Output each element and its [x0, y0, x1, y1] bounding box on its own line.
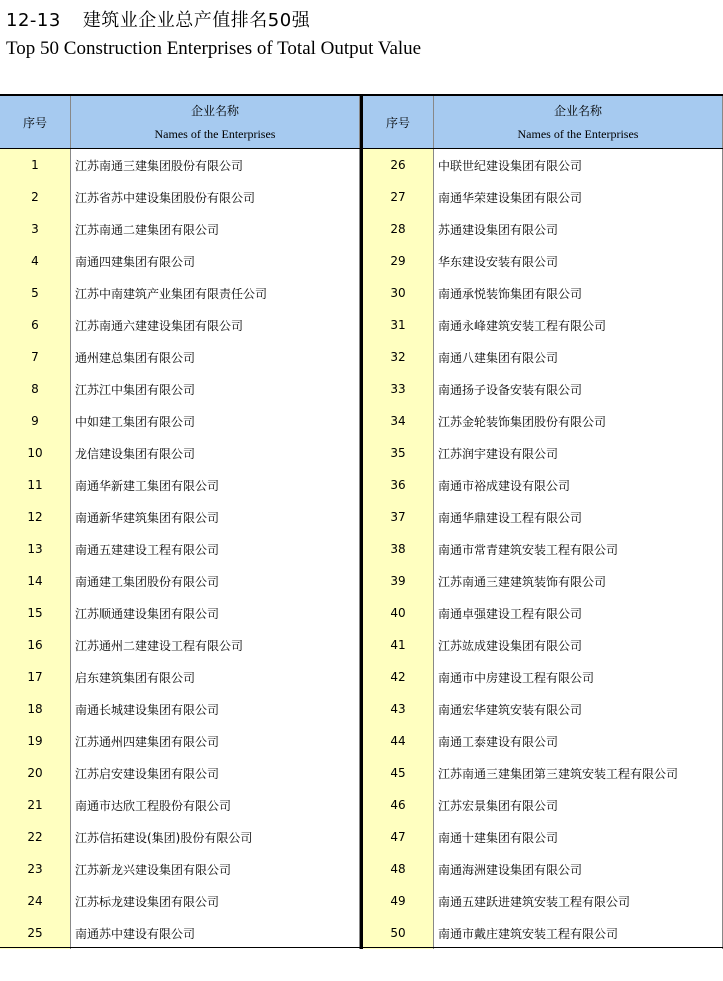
rank-number: 4 — [31, 254, 39, 268]
enterprise-name: 江苏信拓建设(集团)股份有限公司 — [75, 830, 253, 845]
enterprise-name: 江苏南通三建集团股份有限公司 — [75, 158, 244, 173]
rank-number: 48 — [390, 862, 406, 876]
rank-number: 47 — [390, 830, 406, 844]
enterprise-name: 南通市裕成建设有限公司 — [438, 478, 571, 493]
rank-number: 13 — [27, 542, 43, 556]
table-number: 12-13 — [6, 10, 61, 31]
rank-number: 38 — [390, 542, 406, 556]
enterprise-name: 江苏南通二建集团有限公司 — [75, 222, 220, 237]
rank-number: 40 — [390, 606, 406, 620]
enterprise-name: 南通十建集团有限公司 — [438, 830, 559, 845]
rank-number: 22 — [27, 830, 43, 844]
enterprise-name: 江苏标龙建设集团有限公司 — [75, 894, 220, 909]
page-title-english: Top 50 Construction Enterprises of Total Output Value — [6, 38, 422, 59]
rank-number: 35 — [390, 446, 406, 460]
enterprise-name: 江苏通州二建建设工程有限公司 — [75, 638, 244, 653]
rank-number: 17 — [27, 670, 43, 684]
enterprise-name: 南通建工集团股份有限公司 — [75, 574, 220, 589]
enterprise-name: 江苏宏景集团有限公司 — [438, 798, 559, 813]
rank-number: 39 — [390, 574, 406, 588]
enterprise-name: 江苏新龙兴建设集团有限公司 — [75, 862, 232, 877]
header-name-left — [71, 96, 360, 148]
rank-number: 12 — [27, 510, 43, 524]
rank-number: 1 — [31, 158, 39, 172]
title-chinese-text: 建筑业企业总产值排名50强 — [82, 10, 311, 31]
left-rank-column — [0, 149, 71, 949]
enterprise-name: 南通华新建工集团有限公司 — [75, 478, 220, 493]
rank-number: 14 — [27, 574, 43, 588]
rank-number: 11 — [27, 478, 43, 492]
header-name-en: Names of the Enterprises — [154, 127, 276, 141]
enterprise-name: 江苏金轮装饰集团股份有限公司 — [438, 414, 607, 429]
enterprise-name: 南通五建跃进建筑安装工程有限公司 — [438, 894, 631, 909]
rank-number: 32 — [390, 350, 406, 364]
rank-number: 23 — [27, 862, 43, 876]
enterprise-name: 南通市戴庄建筑安装工程有限公司 — [438, 926, 619, 941]
rank-number: 8 — [31, 382, 39, 396]
header-name-right — [434, 96, 723, 148]
enterprise-name: 中联世纪建设集团有限公司 — [438, 158, 583, 173]
enterprise-name: 南通工泰建设有限公司 — [438, 734, 559, 749]
enterprise-name: 南通扬子设备安装有限公司 — [438, 382, 583, 397]
enterprise-name: 南通长城建设集团有限公司 — [75, 702, 220, 717]
rank-number: 50 — [390, 926, 406, 940]
rank-number: 45 — [390, 766, 406, 780]
rank-number: 33 — [390, 382, 406, 396]
header-no-label: 序号 — [385, 115, 410, 130]
header-name-cn: 企业名称 — [553, 104, 602, 118]
enterprise-name: 南通卓强建设工程有限公司 — [438, 606, 583, 621]
rank-number: 15 — [27, 606, 43, 620]
enterprise-name: 江苏启安建设集团有限公司 — [75, 766, 220, 781]
enterprise-name: 江苏顺通建设集团有限公司 — [75, 606, 220, 621]
right-name-column — [434, 149, 723, 949]
enterprise-name: 通州建总集团有限公司 — [75, 350, 196, 365]
rank-number: 20 — [27, 766, 43, 780]
enterprise-name: 华东建设安装有限公司 — [438, 254, 559, 269]
rank-number: 2 — [31, 190, 39, 204]
enterprise-name: 启东建筑集团有限公司 — [75, 670, 196, 685]
enterprise-name: 南通华鼎建设工程有限公司 — [438, 510, 583, 525]
rank-number: 29 — [390, 254, 406, 268]
enterprise-name: 江苏南通六建建设集团有限公司 — [75, 318, 244, 333]
rank-number: 42 — [390, 670, 406, 684]
rank-number: 41 — [390, 638, 406, 652]
header-no-right — [363, 96, 434, 148]
rank-number: 5 — [31, 286, 39, 300]
enterprise-name: 南通市达欣工程股份有限公司 — [75, 798, 232, 813]
rank-number: 26 — [390, 158, 406, 172]
rank-number: 30 — [390, 286, 406, 300]
enterprise-name: 南通四建集团有限公司 — [75, 254, 196, 269]
enterprise-name: 苏通建设集团有限公司 — [438, 222, 559, 237]
header-name-en: Names of the Enterprises — [517, 127, 639, 141]
rank-number: 24 — [27, 894, 43, 908]
rank-number: 34 — [390, 414, 406, 428]
rank-number: 10 — [27, 446, 43, 460]
enterprise-name: 江苏通州四建集团有限公司 — [75, 734, 220, 749]
enterprise-name: 江苏润宇建设有限公司 — [438, 446, 559, 461]
enterprise-name: 南通承悦装饰集团有限公司 — [438, 286, 583, 301]
enterprise-name: 江苏南通三建集团第三建筑安装工程有限公司 — [438, 766, 679, 781]
rank-number: 46 — [390, 798, 406, 812]
enterprise-name: 南通海洲建设集团有限公司 — [438, 862, 583, 877]
enterprise-name: 中如建工集团有限公司 — [75, 414, 196, 429]
enterprise-name: 江苏南通三建建筑装饰有限公司 — [438, 574, 607, 589]
enterprise-name: 龙信建设集团有限公司 — [75, 446, 196, 461]
rank-number: 9 — [31, 414, 39, 428]
enterprise-name: 南通永峰建筑安装工程有限公司 — [438, 318, 607, 333]
enterprise-name: 南通五建建设工程有限公司 — [75, 542, 220, 557]
rank-number: 16 — [27, 638, 43, 652]
enterprise-name: 南通八建集团有限公司 — [438, 350, 559, 365]
enterprise-name: 江苏中南建筑产业集团有限责任公司 — [75, 286, 268, 301]
rank-number: 28 — [390, 222, 406, 236]
enterprise-name: 南通苏中建设有限公司 — [75, 926, 196, 941]
enterprise-name: 江苏省苏中建设集团股份有限公司 — [75, 190, 256, 205]
rank-number: 27 — [390, 190, 406, 204]
header-name-cn: 企业名称 — [190, 104, 239, 118]
rank-number: 19 — [27, 734, 43, 748]
rank-number: 31 — [390, 318, 406, 332]
table-header — [0, 96, 723, 149]
rank-number: 7 — [31, 350, 39, 364]
header-no-left — [0, 96, 71, 148]
ranking-table — [0, 96, 723, 949]
enterprise-name: 南通市常青建筑安装工程有限公司 — [438, 542, 619, 557]
enterprise-name: 南通市中房建设工程有限公司 — [438, 670, 595, 685]
rank-number: 21 — [27, 798, 43, 812]
rank-number: 43 — [390, 702, 406, 716]
header-no-label: 序号 — [22, 115, 47, 130]
left-name-column — [71, 149, 360, 949]
rank-number: 6 — [31, 318, 39, 332]
enterprise-name: 南通宏华建筑安装有限公司 — [438, 702, 583, 717]
rank-number: 18 — [27, 702, 43, 716]
table-body — [0, 149, 723, 949]
enterprise-name: 南通华荣建设集团有限公司 — [438, 190, 583, 205]
right-rank-column — [363, 149, 434, 949]
rank-number: 36 — [390, 478, 406, 492]
rank-number: 37 — [390, 510, 406, 524]
enterprise-name: 江苏竑成建设集团有限公司 — [438, 638, 583, 653]
bottom-rule — [0, 947, 723, 948]
enterprise-name: 江苏江中集团有限公司 — [75, 382, 196, 397]
rank-number: 25 — [27, 926, 43, 940]
rank-number: 3 — [31, 222, 39, 236]
rank-number: 49 — [390, 894, 406, 908]
enterprise-name: 南通新华建筑集团有限公司 — [75, 510, 220, 525]
rank-number: 44 — [390, 734, 406, 748]
page-title-chinese — [6, 6, 310, 32]
